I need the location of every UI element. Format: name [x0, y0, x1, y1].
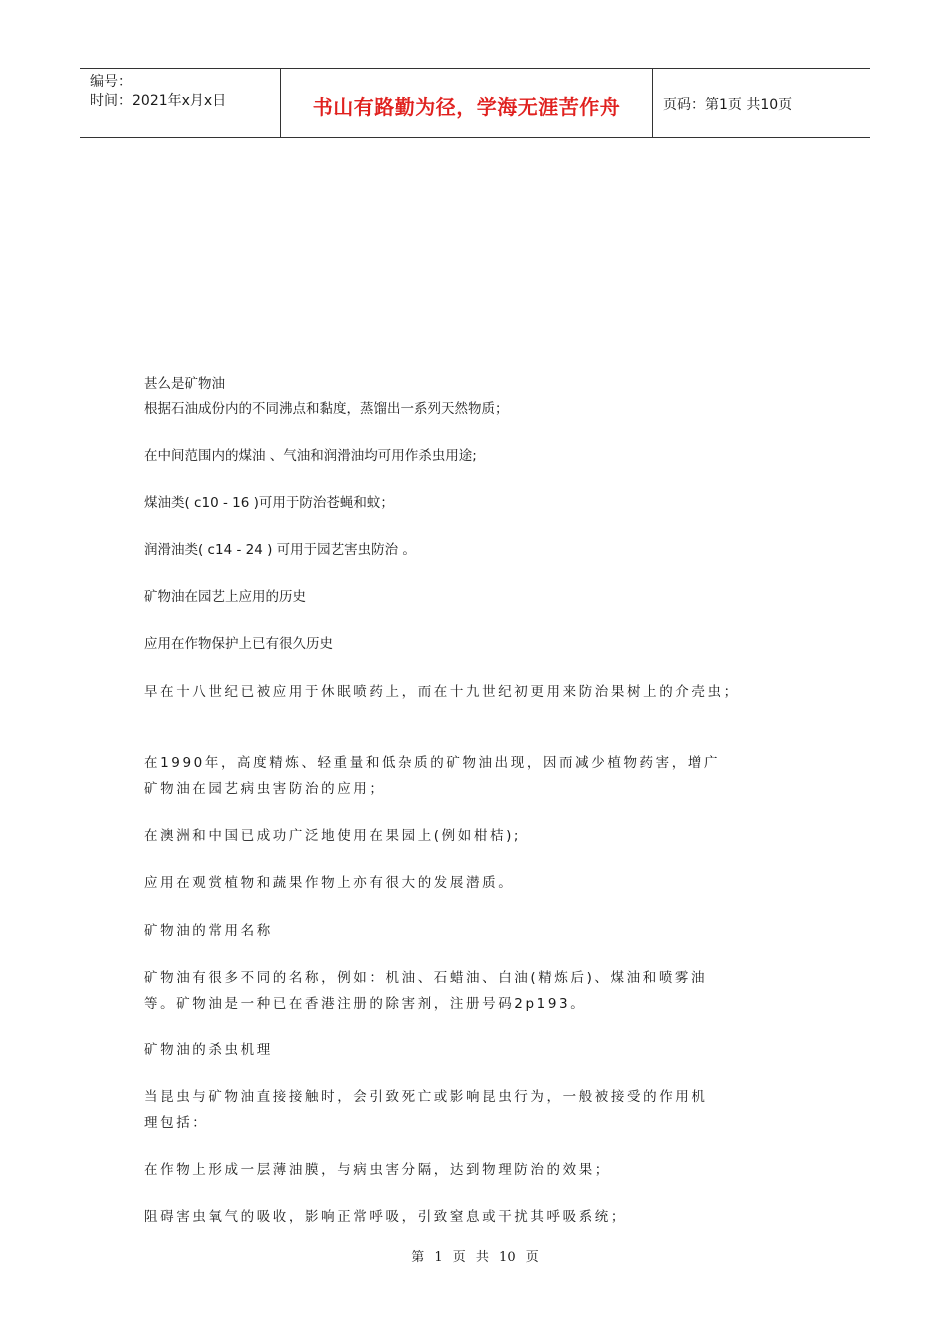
document-header: [80, 68, 870, 138]
paragraph: 理包括：: [144, 1115, 209, 1131]
paragraph-heading: 甚么是矿物油: [144, 376, 225, 392]
paragraph: 应用在观赏植物和蔬果作物上亦有很大的发展潜质。: [144, 875, 515, 891]
page-footer: 第 1 页 共 10 页: [411, 1250, 539, 1265]
paragraph: 矿物油在园艺病虫害防治的应用；: [144, 781, 386, 797]
paragraph: 润滑油类( c14 - 24 ) 可用于园艺害虫防治 。: [144, 542, 416, 558]
paragraph: 在作物上形成一层薄油膜，与病虫害分隔，达到物理防治的效果；: [144, 1162, 611, 1178]
header-meta: [80, 69, 281, 137]
paragraph: 根据石油成份内的不同沸点和黏度，蒸馏出一系列天然物质；: [144, 401, 509, 417]
header-page-info: 页码：第1页 共10页: [663, 97, 793, 113]
paragraph: 当昆虫与矿物油直接接触时，会引致死亡或影响昆虫行为，一般被接受的作用机: [144, 1089, 708, 1105]
paragraph-heading: 矿物油的杀虫机理: [144, 1042, 273, 1058]
paragraph: 在中间范围内的煤油 、气油和润滑油均可用作杀虫用途;: [144, 448, 477, 464]
paragraph-heading: 矿物油在园艺上应用的历史: [144, 589, 306, 605]
paragraph: 煤油类( c10 - 16 )可用于防治苍蝇和蚊；: [144, 495, 394, 511]
paragraph: 矿物油有很多不同的名称，例如：机油、石蜡油、白油(精炼后)、煤油和喷雾油: [144, 970, 708, 986]
header-motto: 书山有路勤为径，学海无涯苦作舟: [281, 69, 653, 137]
paragraph: 在1990年，高度精炼、轻重量和低杂质的矿物油出现，因而减少植物药害，增广: [144, 755, 721, 771]
paragraph: 早在十八世纪已被应用于休眠喷药上，而在十九世纪初更用来防治果树上的介壳虫；: [144, 684, 740, 700]
paragraph-heading: 矿物油的常用名称: [144, 923, 273, 939]
paragraph: 在澳洲和中国已成功广泛地使用在果园上(例如柑桔);: [144, 828, 522, 844]
paragraph: 等。矿物油是一种已在香港注册的除害剂，注册号码2p193。: [144, 996, 587, 1012]
paragraph: 阻碍害虫氧气的吸收，影响正常呼吸，引致窒息或干扰其呼吸系统；: [144, 1209, 627, 1225]
paragraph: 应用在作物保护上已有很久历史: [144, 636, 333, 652]
time-label: 时间：2021年x月x日: [90, 93, 227, 109]
number-label: 编号：: [90, 74, 132, 90]
